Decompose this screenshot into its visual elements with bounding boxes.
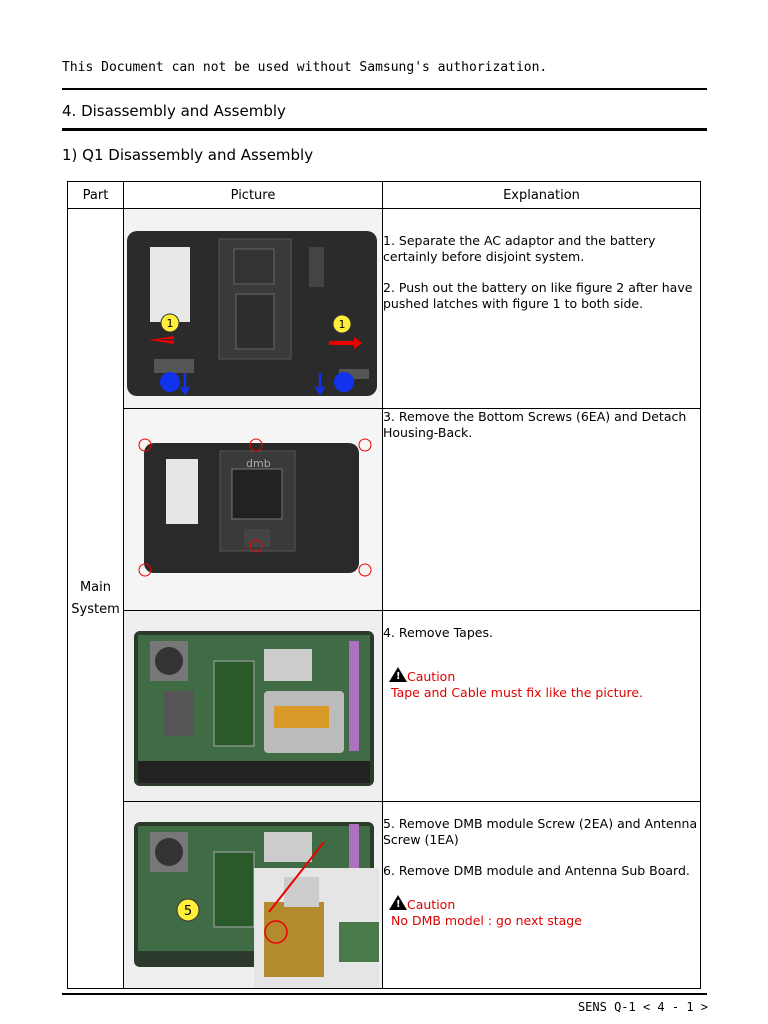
figure-label-5: 5 bbox=[183, 904, 193, 919]
step-5: 5. Remove DMB module Screw (2EA) and Antenna Screw (1EA) bbox=[383, 816, 698, 847]
step-4: 4. Remove Tapes. bbox=[383, 625, 493, 640]
part-label-line1: Main bbox=[79, 579, 112, 595]
section-title: 4. Disassembly and Assembly bbox=[62, 102, 286, 120]
caution-label: Caution bbox=[407, 897, 456, 912]
explanation-cell bbox=[383, 409, 701, 611]
table-row bbox=[68, 802, 701, 989]
picture-cell bbox=[124, 802, 383, 989]
warning-icon bbox=[389, 895, 407, 910]
page-footer: SENS Q-1 < 4 - 1 > bbox=[577, 1000, 708, 1014]
caution-block bbox=[383, 895, 700, 929]
photo-dmb-module bbox=[124, 802, 382, 988]
caution-text: No DMB model : go next stage bbox=[391, 913, 582, 928]
disassembly-table bbox=[67, 181, 701, 989]
figure-label-1-right: 1 bbox=[338, 318, 346, 331]
authorization-notice: This Document can not be used without Samsung's authorization. bbox=[62, 60, 548, 75]
step-6: 6. Remove DMB module and Antenna Sub Board. bbox=[383, 863, 690, 878]
subsection-title: 1) Q1 Disassembly and Assembly bbox=[62, 146, 314, 164]
caution-block bbox=[383, 667, 700, 701]
step-1: 1. Separate the AC adaptor and the battery certainly before disjoint system. bbox=[383, 233, 656, 264]
step-3: 3. Remove the Bottom Screws (6EA) and Detach Housing-Back. bbox=[383, 409, 687, 440]
explanation-cell bbox=[383, 209, 701, 409]
explanation-cell bbox=[383, 611, 701, 802]
photo-laptop-bottom bbox=[124, 209, 382, 408]
explanation-cell bbox=[383, 802, 701, 989]
warning-icon bbox=[389, 667, 407, 682]
bottom-rule bbox=[62, 993, 707, 995]
picture-cell bbox=[124, 209, 383, 409]
photo-mainboard-tapes bbox=[124, 611, 382, 801]
column-header-explanation: Explanation bbox=[383, 182, 701, 209]
section-rule bbox=[62, 128, 707, 131]
picture-cell bbox=[124, 409, 383, 611]
table-row bbox=[68, 611, 701, 802]
figure-label-1-left: 1 bbox=[166, 317, 174, 330]
part-cell bbox=[68, 209, 124, 989]
part-label-line2: System bbox=[71, 601, 120, 617]
photo-bottom-screws bbox=[124, 409, 382, 610]
caution-text: Tape and Cable must fix like the picture. bbox=[391, 685, 644, 700]
table-row bbox=[68, 209, 701, 409]
table-header-row bbox=[68, 182, 701, 209]
top-rule bbox=[62, 88, 707, 90]
picture-cell bbox=[124, 611, 383, 802]
step-2: 2. Push out the battery on like figure 2 after have pushed latches with figure 1 to both side. bbox=[383, 280, 693, 311]
caution-label: Caution bbox=[407, 669, 456, 684]
column-header-part: Part bbox=[68, 182, 124, 209]
table-row bbox=[68, 409, 701, 611]
dmb-logo-text: dmb bbox=[246, 457, 271, 470]
column-header-picture: Picture bbox=[124, 182, 383, 209]
